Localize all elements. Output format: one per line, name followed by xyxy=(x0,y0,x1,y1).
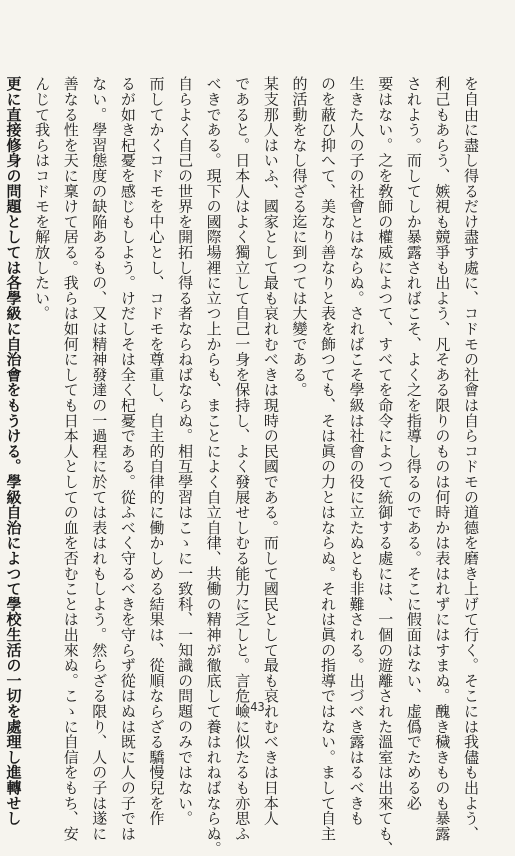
text-column: ない。學習態度の缺陥あるもの、又は精神發達の一過程に於ては表はれもしよう。然らざる限り、人の子は遂に xyxy=(90,76,109,841)
text-column: 的活動をなし得ざる迄に到つては大變である。 xyxy=(290,76,309,398)
text-column: 自らよく自己の世界を開拓し得る者ならねばならぬ。相互學習はこゝに一致科、一知識の問題のみではない。 xyxy=(176,76,195,826)
text-column: 要はない。之を敎師の權威によつて、すべてを命令によつて統御する處には、一個の遊離された溫室は出來ても、 xyxy=(376,76,395,856)
text-column: 某支那人はいふ、國家として最も哀れむべきは現時の民國である。而して國民として最も哀れむべきは日本人 xyxy=(261,76,280,826)
text-column: るが如き杞憂を感じもしよう。けだしそは全く杞憂である。從ふべく守るべきを守らず從はぬは既に人の子では xyxy=(118,76,137,841)
text-column: であると。日本人はよく獨立して自己一身を保持し、よく發展せしむる能力に乏しと。言危嶮に似たるも亦思ふ xyxy=(233,76,252,841)
text-column: を自由に盡し得るだけ盡す處に、コドモの社會は自らコドモの道德を磨き上げて行く。そこには我儘も出よう、 xyxy=(462,76,480,841)
text-column: されよう。而してしか暴露さればこそ、よく之を指導し得るのである。そこに假面はない、虚僞でためる必 xyxy=(404,76,423,811)
text-column: 善なる性を天に稟けて居る。我らは如何にしても日本人としての血を否むことは出來ぬ。こゝに自信をもち、安 xyxy=(61,76,80,841)
text-column: のを蔽ひ抑へて、美なり善なりと表を飾つても、そは眞の力とはならぬ。それは眞の指導ではない。まして自主 xyxy=(319,76,338,841)
page-number: 43 xyxy=(250,700,265,714)
text-column: 生きた人の子の社會とはならぬ。さればこそ學級は社會の役に立たぬとも非難される。出づべき露はるべきも xyxy=(347,76,366,826)
text-column: べきである。現下の國際場裡に立つ上からも、まことによく自立自律、共働の精神が徹底して養はれねばならぬ。 xyxy=(204,76,223,856)
text-column: 利己もあらう、嫉視も競爭も出よう、凡そある限りのものは何時かは表はれずにはすまぬ。醜き穢きものも暴露 xyxy=(433,76,452,841)
text-column: んじて我らはコドモを解放したい。 xyxy=(33,76,52,321)
text-column: 而してかくコドモを中心とし、コドモを尊重し、自主的自律的に働かしめる結果は、從順ならざる驕慢兒を作 xyxy=(147,76,166,826)
text-column: 更に直接修身の問題としては各學級に自治會をもうける。學級自治によつて學校生活の一切を處理し進轉せし xyxy=(4,76,23,826)
